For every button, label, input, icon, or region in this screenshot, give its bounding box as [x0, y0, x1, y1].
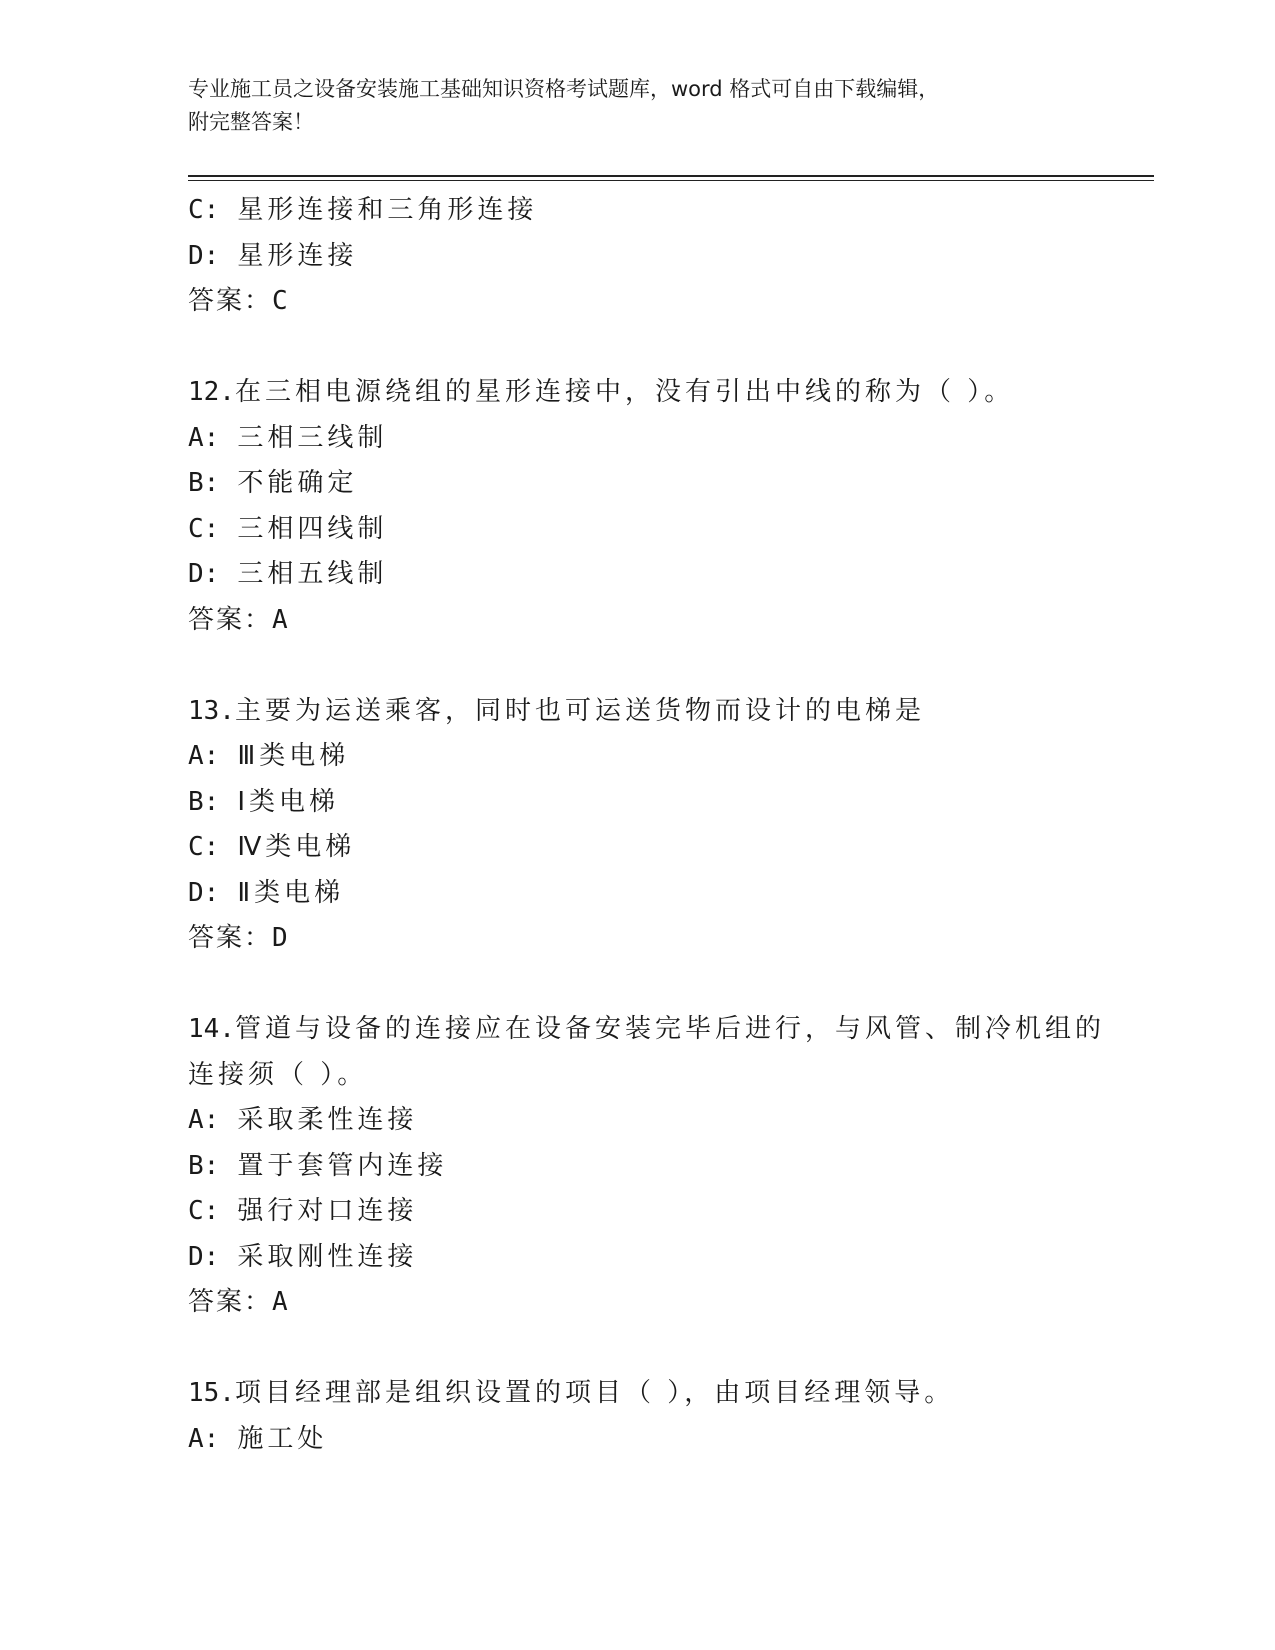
answer-line — [188, 916, 1088, 962]
option-d — [188, 1235, 1088, 1281]
answer-label: 答案： — [188, 604, 273, 635]
option-d — [188, 552, 1088, 598]
option-c — [188, 188, 1088, 234]
question-stem: 项目经理部是组织设置的项目（ ），由项目经理领导。 — [234, 1378, 955, 1408]
question-text — [188, 1371, 1088, 1417]
question-block-14 — [188, 1007, 1105, 1326]
header-line-2: 附完整答案！ — [188, 110, 314, 134]
question-stem: 主要为运送乘客，同时也可运送货物而设计的电梯是 — [234, 695, 925, 726]
question-number: 12. — [188, 377, 235, 407]
option-label: D: — [188, 1241, 220, 1272]
option-text: Ⅳ类电梯 — [237, 832, 356, 862]
question-stem: 在三相电源绕组的星形连接中，没有引出中线的称为（ ）。 — [234, 377, 1015, 407]
question-text — [188, 689, 1088, 735]
option-label: C: — [188, 513, 220, 544]
option-b — [188, 461, 1088, 507]
option-text: Ⅰ类电梯 — [237, 786, 339, 817]
option-text: 三相三线制 — [237, 422, 388, 453]
question-number: 14. — [188, 1014, 235, 1044]
answer-line — [188, 279, 1088, 325]
spacer — [188, 1326, 1088, 1372]
option-text: 不能确定 — [237, 468, 358, 498]
option-text: 置于套管内连接 — [237, 1150, 448, 1181]
option-text: 三相五线制 — [237, 559, 388, 589]
question-number: 13. — [188, 695, 235, 726]
question-text — [188, 1007, 1105, 1053]
option-c — [188, 825, 1088, 871]
option-d — [188, 871, 1088, 917]
document-header — [188, 73, 1068, 139]
header-rule-thick — [188, 175, 1154, 177]
option-label: A: — [188, 741, 220, 771]
option-label: B: — [188, 1150, 220, 1181]
option-label: B: — [188, 786, 220, 817]
question-text — [188, 370, 1088, 416]
option-text: 采取柔性连接 — [237, 1105, 418, 1135]
answer-value: C — [272, 286, 288, 316]
option-label: D: — [188, 877, 220, 908]
answer-label: 答案： — [188, 1287, 273, 1317]
option-a — [188, 416, 1088, 462]
option-label: B: — [188, 468, 220, 498]
option-text: Ⅱ类电梯 — [237, 877, 345, 908]
option-a — [188, 1098, 1088, 1144]
option-text: 三相四线制 — [237, 513, 388, 544]
option-text: 强行对口连接 — [237, 1196, 418, 1226]
option-b — [188, 1144, 1088, 1190]
option-d — [188, 234, 1088, 280]
option-label: D: — [188, 240, 220, 271]
header-rule-thin — [188, 180, 1154, 181]
option-label: C: — [188, 1196, 220, 1226]
option-text: 星形连接和三角形连接 — [237, 195, 538, 225]
question-list — [188, 188, 1105, 1462]
answer-line — [188, 598, 1088, 644]
option-a — [188, 1417, 1088, 1463]
answer-value: D — [272, 923, 288, 953]
option-a — [188, 734, 1088, 780]
question-text-continued: 连接须（ ）。 — [188, 1059, 368, 1090]
option-label: A: — [188, 1423, 220, 1454]
option-label: A: — [188, 1105, 220, 1135]
option-b — [188, 780, 1088, 826]
option-text: 采取刚性连接 — [237, 1241, 418, 1272]
answer-value: A — [272, 1287, 288, 1317]
option-text: Ⅲ类电梯 — [237, 741, 350, 771]
answer-label: 答案： — [188, 923, 273, 953]
question-number: 15. — [188, 1378, 235, 1408]
option-text: 星形连接 — [237, 240, 358, 271]
answer-label: 答案： — [188, 286, 273, 316]
option-c — [188, 507, 1088, 553]
question-block-13 — [188, 689, 1088, 962]
question-block-12 — [188, 370, 1088, 643]
question-block-prev — [188, 188, 1088, 325]
header-line-1: 专业施工员之设备安装施工基础知识资格考试题库，word 格式可自由下载编辑， — [188, 77, 940, 101]
option-label: A: — [188, 422, 220, 453]
answer-line — [188, 1280, 1088, 1326]
option-label: C: — [188, 832, 220, 862]
spacer — [188, 962, 1088, 1008]
spacer — [188, 325, 1088, 371]
option-label: D: — [188, 559, 220, 589]
option-text: 施工处 — [237, 1423, 328, 1454]
option-label: C: — [188, 195, 220, 225]
question-stem: 管道与设备的连接应在设备安装完毕后进行，与风管、制冷机组的 — [234, 1014, 1105, 1044]
spacer — [188, 643, 1088, 689]
question-block-15 — [188, 1371, 1088, 1462]
option-c — [188, 1189, 1088, 1235]
answer-value: A — [272, 604, 288, 635]
